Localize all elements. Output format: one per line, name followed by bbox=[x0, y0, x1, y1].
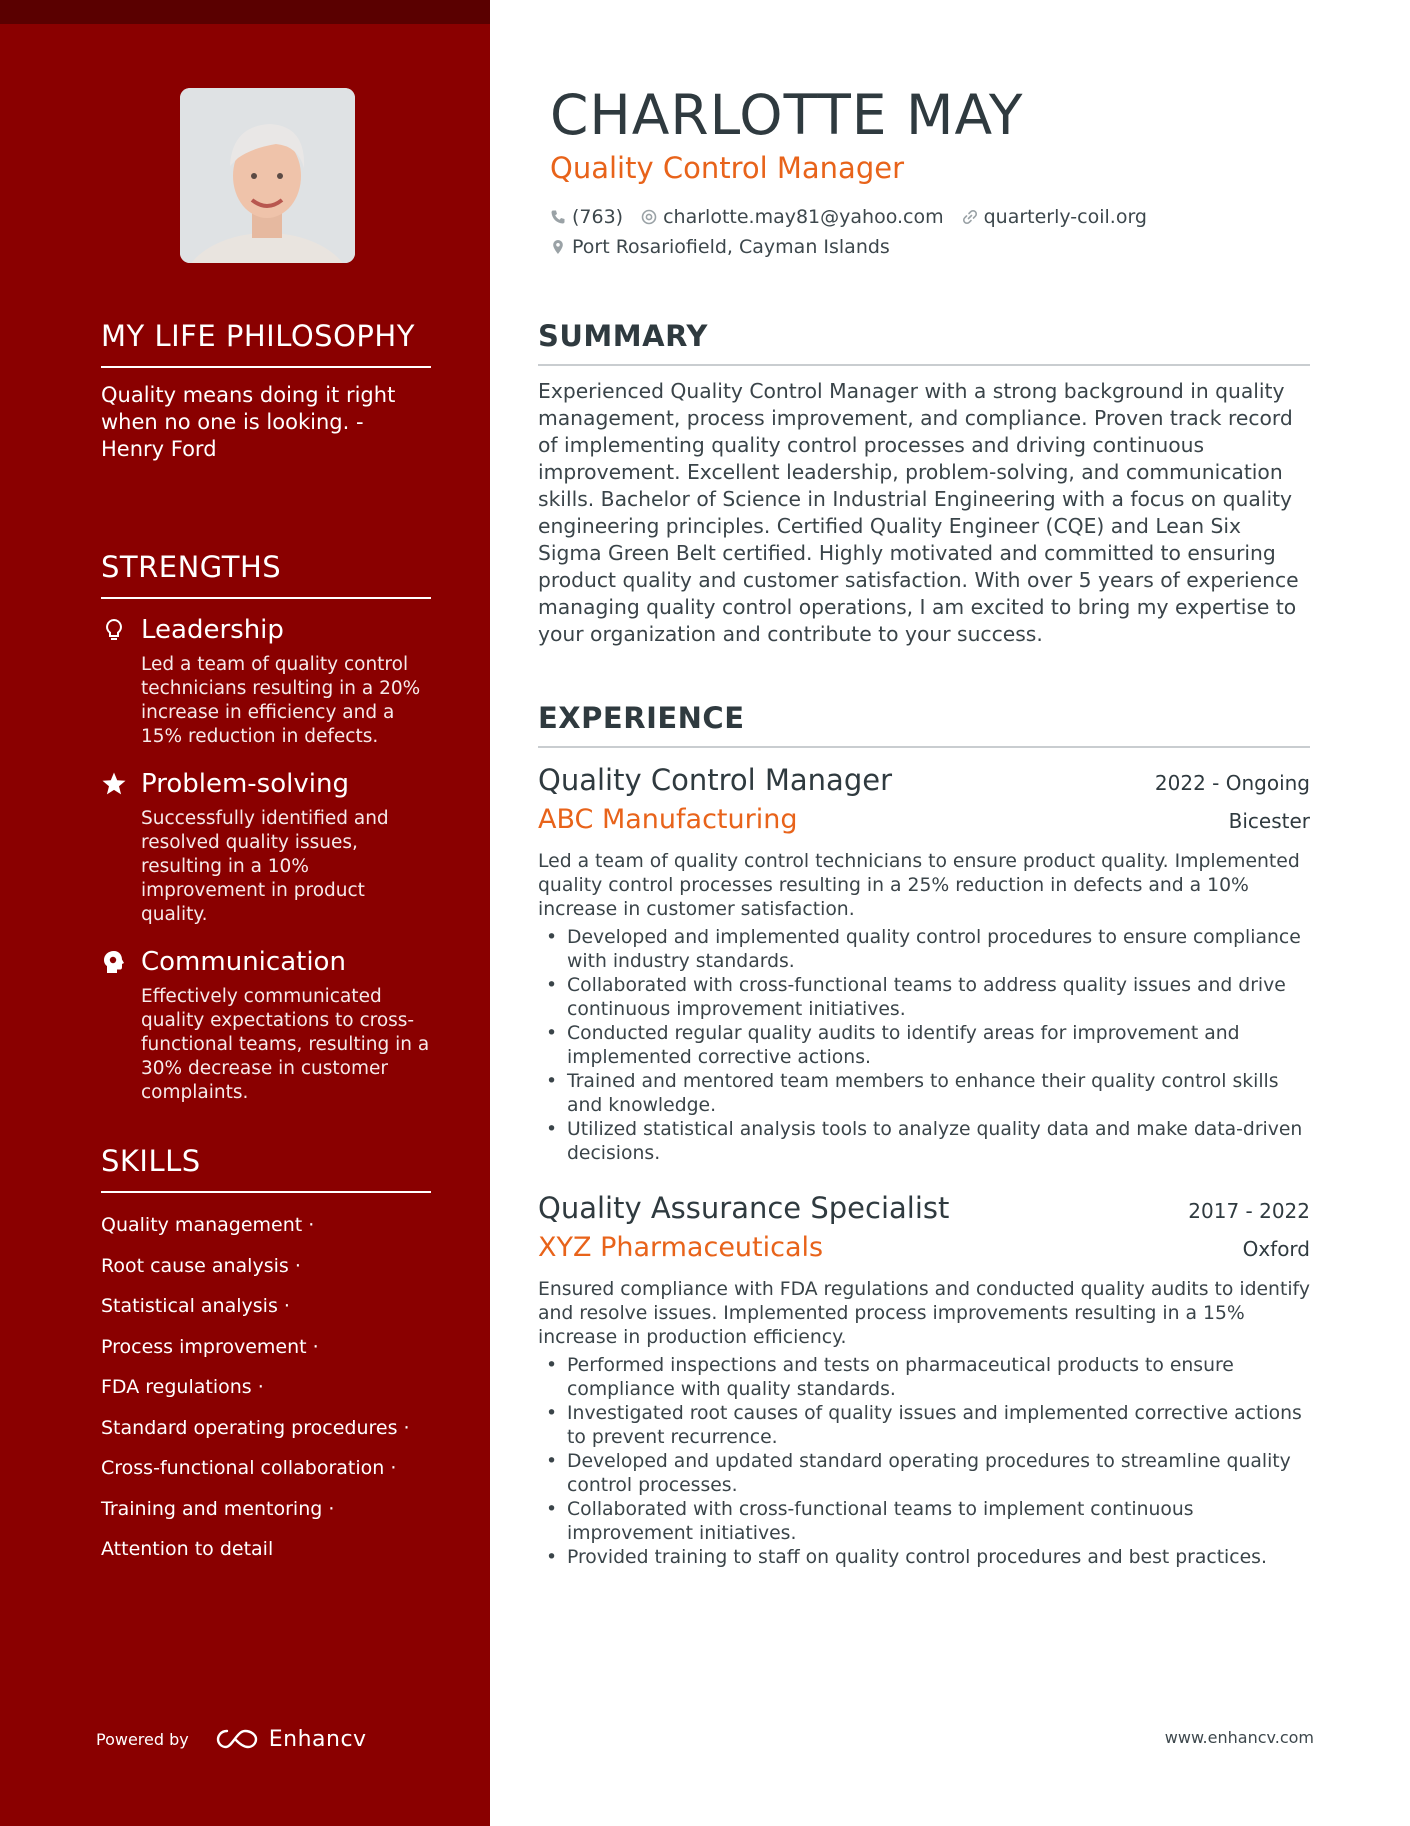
job-header bbox=[538, 1188, 1310, 1228]
strength-desc: Led a team of quality control technicians resulting in a 20% increase in efficiency and a 15% reduction in defects. bbox=[141, 654, 421, 747]
skill-item: Quality management · bbox=[101, 1214, 315, 1236]
job-entry bbox=[538, 1188, 1310, 1570]
job-role: Quality Assurance Specialist bbox=[538, 1191, 950, 1225]
philosophy-title: MY LIFE PHILOSOPHY bbox=[101, 318, 431, 368]
philosophy-section bbox=[101, 318, 431, 463]
phone-icon bbox=[550, 209, 566, 225]
job-description: Led a team of quality control technicians to ensure product quality. Implemented quality control processes resulting in a 25% reduction in defects and a 10% increase in customer satisfaction. bbox=[538, 851, 1300, 920]
resume-header bbox=[550, 80, 1310, 262]
strengths-title: STRENGTHS bbox=[101, 549, 431, 599]
job-subheader bbox=[538, 1228, 1310, 1268]
skills-title: SKILLS bbox=[101, 1143, 431, 1193]
at-icon bbox=[641, 209, 657, 225]
skill-item: Root cause analysis · bbox=[101, 1254, 301, 1277]
experience-title: EXPERIENCE bbox=[538, 700, 1310, 748]
contact-row bbox=[550, 232, 1310, 262]
enhancv-logo-icon bbox=[215, 1727, 261, 1751]
strength-desc: Successfully identified and resolved quality issues, resulting in a 10% improvement in product quality. bbox=[141, 808, 389, 925]
job-bullet: • Utilized statistical analysis tools to analyze quality data and make data-driven decisions. bbox=[538, 1118, 1310, 1166]
skill-item: Attention to detail bbox=[101, 1538, 274, 1560]
summary-title: SUMMARY bbox=[538, 318, 1310, 366]
job-location: Bicester bbox=[1228, 809, 1310, 833]
profile-photo bbox=[180, 88, 355, 263]
star-icon bbox=[101, 771, 127, 797]
job-bullet: • Trained and mentored team members to enhance their quality control skills and knowledge. bbox=[538, 1070, 1310, 1118]
strength-item bbox=[101, 945, 431, 1105]
job-header bbox=[538, 760, 1310, 800]
strength-desc: Effectively communicated quality expectations to cross-functional teams, resulting in a 30% decrease in customer complaints. bbox=[141, 986, 430, 1103]
skills-section bbox=[101, 1143, 431, 1570]
website-text: quarterly-coil.org bbox=[983, 206, 1147, 228]
skill-item: Standard operating procedures · bbox=[101, 1416, 410, 1439]
job-bullet: • Provided training to staff on quality control procedures and best practices. bbox=[538, 1546, 1310, 1570]
website-contact[interactable] bbox=[962, 202, 1147, 232]
job-dates: 2017 - 2022 bbox=[1188, 1199, 1310, 1223]
job-role: Quality Control Manager bbox=[538, 763, 893, 797]
contact-row bbox=[550, 202, 1310, 232]
phone-contact[interactable] bbox=[550, 202, 623, 232]
skills-list bbox=[101, 1205, 431, 1570]
sidebar bbox=[0, 0, 490, 1826]
lightbulb-icon bbox=[101, 617, 127, 643]
job-subheader bbox=[538, 800, 1310, 840]
job-bullet: • Performed inspections and tests on pharmaceutical products to ensure compliance with quality standards. bbox=[538, 1354, 1310, 1402]
brand-name: Enhancv bbox=[268, 1726, 367, 1752]
skill-item: Training and mentoring · bbox=[101, 1497, 335, 1520]
strength-name: Problem-solving bbox=[141, 769, 349, 799]
head-icon bbox=[101, 949, 127, 975]
job-bullet: • Collaborated with cross-functional teams to implement continuous improvement initiatives. bbox=[538, 1498, 1310, 1546]
job-bullets bbox=[538, 1354, 1310, 1570]
phone-text: (763) bbox=[572, 206, 624, 228]
job-location: Oxford bbox=[1242, 1237, 1310, 1261]
philosophy-quote: Quality means doing it right when no one is looking. - Henry Ford bbox=[101, 383, 396, 461]
job-company: ABC Manufacturing bbox=[538, 804, 798, 835]
skill-item: Cross-functional collaboration · bbox=[101, 1457, 397, 1479]
location-contact bbox=[550, 232, 890, 262]
strengths-section bbox=[101, 549, 431, 1105]
job-company: XYZ Pharmaceuticals bbox=[538, 1232, 824, 1263]
location-pin-icon bbox=[550, 239, 566, 255]
job-bullet: • Investigated root causes of quality issues and implemented corrective actions to prevent recurrence. bbox=[538, 1402, 1310, 1450]
powered-by bbox=[96, 1724, 396, 1754]
job-title: Quality Control Manager bbox=[550, 151, 905, 185]
strength-item bbox=[101, 613, 431, 749]
job-bullet: • Conducted regular quality audits to identify areas for improvement and implemented corrective actions. bbox=[538, 1022, 1310, 1070]
powered-by-label: Powered by bbox=[96, 1729, 189, 1749]
skill-item: Statistical analysis · bbox=[101, 1295, 290, 1317]
skill-item: Process improvement · bbox=[101, 1335, 319, 1358]
job-bullet: • Developed and implemented quality control procedures to ensure compliance with industry standards. bbox=[538, 926, 1310, 974]
link-icon bbox=[962, 209, 978, 225]
job-dates: 2022 - Ongoing bbox=[1154, 771, 1310, 795]
contact-info bbox=[550, 202, 1310, 262]
location-text: Port Rosariofield, Cayman Islands bbox=[572, 236, 890, 258]
job-bullets bbox=[538, 926, 1310, 1166]
email-contact[interactable] bbox=[641, 202, 944, 232]
strength-item bbox=[101, 767, 431, 927]
job-entry bbox=[538, 760, 1310, 1166]
strength-name: Leadership bbox=[141, 615, 284, 645]
experience-section bbox=[538, 700, 1310, 1570]
summary-section bbox=[538, 318, 1310, 648]
candidate-name: CHARLOTTE MAY bbox=[550, 83, 1024, 147]
summary-text: Experienced Quality Control Manager with a strong background in quality management, process improvement, and compliance. Proven track record of implementing quality control processes and driving continuous improvement. Excellent leadership, problem-solving, and communication skills. Bachelor of Science in Industrial Engineering with a focus on quality engineering principles. Certified Quality Engineer (CQE) and Lean Six Sigma Green Belt certified. Highly motivated and committed to ensuring product quality and customer satisfaction. With over 5 years of experience managing quality control operations, I am excited to bring my expertise to your organization and contribute to your success. bbox=[538, 379, 1299, 646]
footer-url[interactable]: www.enhancv.com bbox=[1164, 1728, 1314, 1747]
skill-item: FDA regulations · bbox=[101, 1376, 264, 1398]
job-description: Ensured compliance with FDA regulations and conducted quality audits to identify and resolve issues. Implemented process improvements resulting in a 15% increase in production efficiency. bbox=[538, 1279, 1310, 1348]
job-bullet: • Developed and updated standard operating procedures to streamline quality control processes. bbox=[538, 1450, 1310, 1498]
sidebar-top-bar bbox=[0, 0, 490, 24]
strength-name: Communication bbox=[141, 947, 346, 977]
job-bullet: • Collaborated with cross-functional teams to address quality issues and drive continuous improvement initiatives. bbox=[538, 974, 1310, 1022]
brand-logo[interactable] bbox=[215, 1727, 367, 1752]
email-text: charlotte.may81@yahoo.com bbox=[663, 206, 944, 228]
